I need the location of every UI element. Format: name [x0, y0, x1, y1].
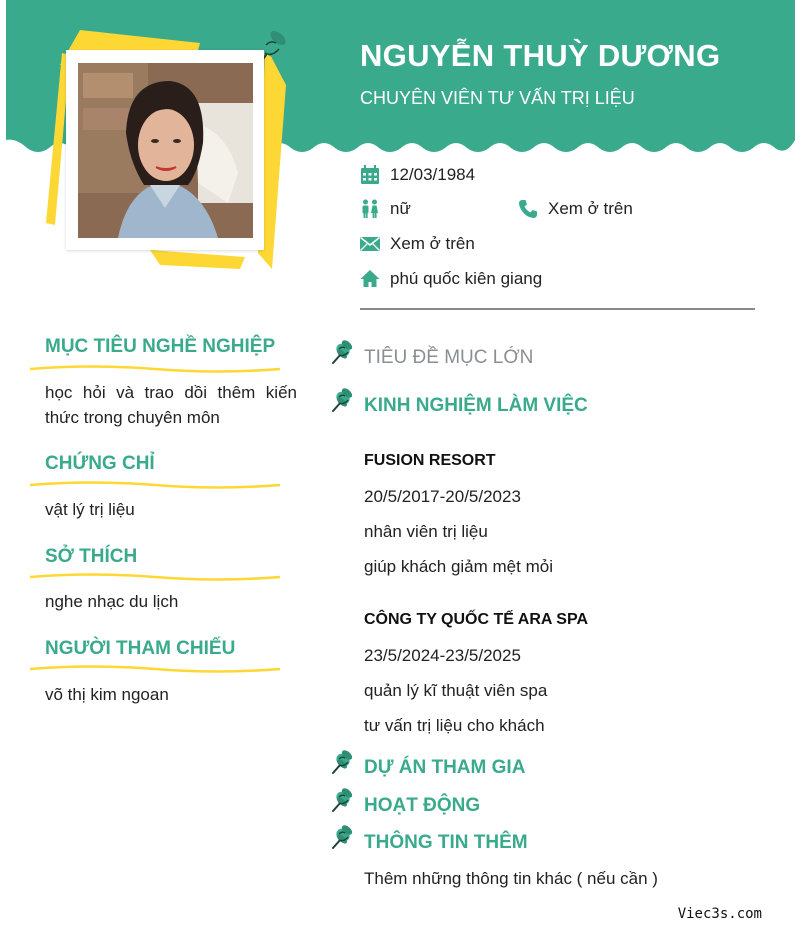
job-period: 20/5/2017-20/5/2023	[364, 487, 521, 506]
pin-icon	[330, 787, 356, 813]
projects-heading: DỰ ÁN THAM GIA	[364, 757, 526, 778]
contact-address	[360, 269, 542, 289]
hobbies-text: nghe nhạc du lịch	[45, 592, 179, 611]
references-heading: NGƯỜI THAM CHIẾU	[45, 638, 236, 659]
contact-gender	[360, 199, 411, 219]
pin-icon	[330, 824, 356, 850]
job-period: 23/5/2024-23/5/2025	[364, 646, 521, 665]
hobbies-heading: SỞ THÍCH	[45, 546, 138, 567]
job-description: tư vấn trị liệu cho khách	[364, 716, 545, 735]
placeholder-heading: TIÊU ĐỀ MỤC LỚN	[364, 347, 534, 368]
job-company: CÔNG TY QUỐC TẾ ARA SPA	[364, 611, 589, 628]
home-icon	[360, 269, 380, 289]
phone-value: Xem ở trên	[548, 199, 633, 218]
brand-watermark: Viec3s.com	[677, 906, 762, 922]
contact-birthday	[360, 165, 475, 185]
job-position: quản lý kĩ thuật viên spa	[364, 681, 548, 700]
gender-value: nữ	[390, 199, 411, 218]
activities-heading: HOẠT ĐỘNG	[364, 795, 481, 816]
mail-icon	[360, 234, 380, 254]
birthday-value: 12/03/1984	[390, 165, 476, 184]
additional-text: Thêm những thông tin khác ( nếu cần )	[364, 869, 658, 888]
hobbies-underline	[28, 571, 282, 583]
objective-underline	[28, 363, 282, 375]
candidate-name: NGUYỄN THUỲ DƯƠNG	[360, 38, 721, 73]
pin-icon	[330, 339, 356, 365]
email-value: Xem ở trên	[390, 234, 475, 253]
additional-heading: THÔNG TIN THÊM	[364, 832, 528, 853]
profile-photo	[78, 63, 253, 238]
references-underline	[28, 663, 282, 675]
job-company: FUSION RESORT	[364, 452, 496, 469]
contact-divider	[360, 308, 755, 310]
certificates-heading: CHỨNG CHỈ	[45, 453, 155, 474]
job-description: giúp khách giảm mệt mỏi	[364, 557, 553, 576]
job-position: nhân viên trị liệu	[364, 522, 488, 541]
pin-icon	[330, 749, 356, 775]
calendar-icon	[360, 165, 380, 185]
certificates-text: vật lý trị liệu	[45, 500, 135, 519]
contact-phone	[518, 199, 633, 219]
experience-heading: KINH NGHIỆM LÀM VIỆC	[364, 395, 588, 416]
pin-icon	[330, 387, 356, 413]
references-text: võ thị kim ngoan	[45, 685, 169, 704]
candidate-title: CHUYÊN VIÊN TƯ VẤN TRỊ LIỆU	[360, 88, 635, 108]
address-value: phú quốc kiên giang	[390, 269, 543, 288]
phone-icon	[518, 199, 538, 219]
objective-text: học hỏi và trao dồi thêm kiến thức trong chuyên môn	[45, 383, 297, 427]
objective-heading: MỤC TIÊU NGHỀ NGHIỆP	[45, 336, 276, 357]
contact-email	[360, 234, 475, 254]
gender-icon	[360, 199, 380, 219]
certificates-underline	[28, 479, 282, 491]
